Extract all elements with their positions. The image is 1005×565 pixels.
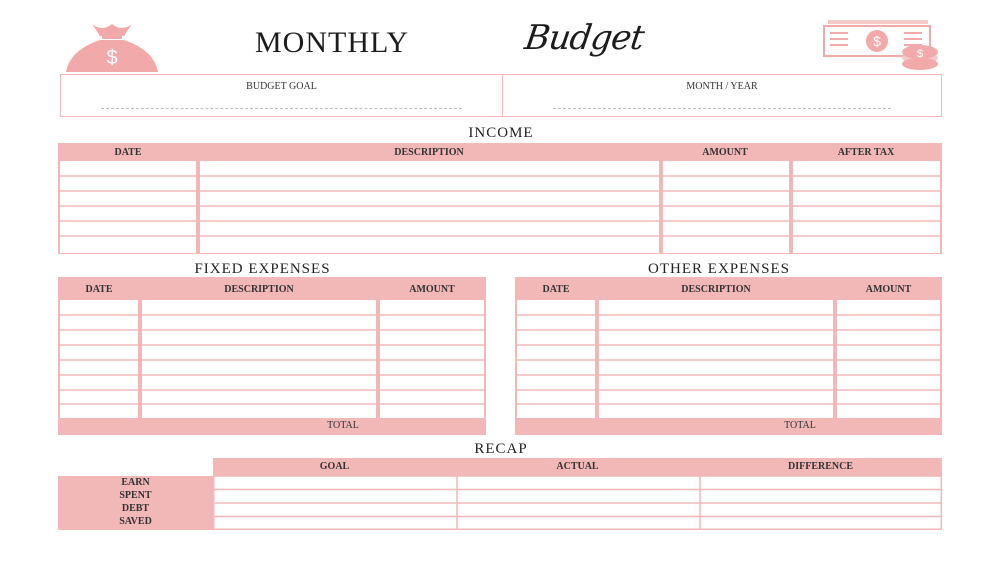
income-grid[interactable] [60,161,940,253]
recap-label-spent: SPENT [119,490,152,501]
page-title: MONTHLY [255,26,409,59]
income-col-after-tax: AFTER TAX [837,147,895,158]
recap-label-saved: SAVED [119,516,152,527]
other-expenses-table [515,277,942,435]
recap-title: RECAP [474,441,528,457]
month-year-box [502,74,942,117]
cash-and-coins-icon [820,18,945,73]
recap-grid[interactable] [213,476,942,530]
recap-label-earn: EARN [121,477,150,488]
recap-header [213,458,942,476]
other-expenses-title: OTHER EXPENSES [648,261,790,277]
budget-goal-input[interactable] [101,102,462,109]
other-col-amount: AMOUNT [865,284,912,295]
other-expenses-grid[interactable] [517,300,940,418]
fixed-col-description: DESCRIPTION [224,284,294,295]
income-col-amount: AMOUNT [702,147,748,158]
income-col-description: DESCRIPTION [394,147,464,158]
budget-goal-label: BUDGET GOAL [246,81,317,92]
other-col-date: DATE [542,284,570,295]
svg-text:$: $ [873,33,881,49]
money-bag-icon [62,20,162,72]
svg-text:$: $ [916,48,924,60]
page-title-script: Budget [522,18,647,58]
month-year-input[interactable] [553,102,891,109]
month-year-label: MONTH / YEAR [686,81,758,92]
income-col-date: DATE [114,147,142,158]
recap-col-actual: ACTUAL [556,461,599,472]
fixed-expenses-title: FIXED EXPENSES [194,261,331,277]
other-total-label: TOTAL [784,420,816,431]
fixed-expenses-grid[interactable] [60,300,484,418]
fixed-total-label: TOTAL [327,420,359,431]
fixed-col-date: DATE [85,284,113,295]
svg-text:$: $ [106,47,118,69]
budget-goal-box [60,74,503,117]
recap-col-goal: GOAL [319,461,350,472]
recap-col-difference: DIFFERENCE [787,461,853,472]
fixed-expenses-table [58,277,486,435]
recap-label-debt: DEBT [121,503,150,514]
other-col-description: DESCRIPTION [681,284,751,295]
recap-row-labels [58,476,213,530]
fixed-col-amount: AMOUNT [409,284,455,295]
income-table [58,143,942,254]
income-title: INCOME [468,125,534,141]
